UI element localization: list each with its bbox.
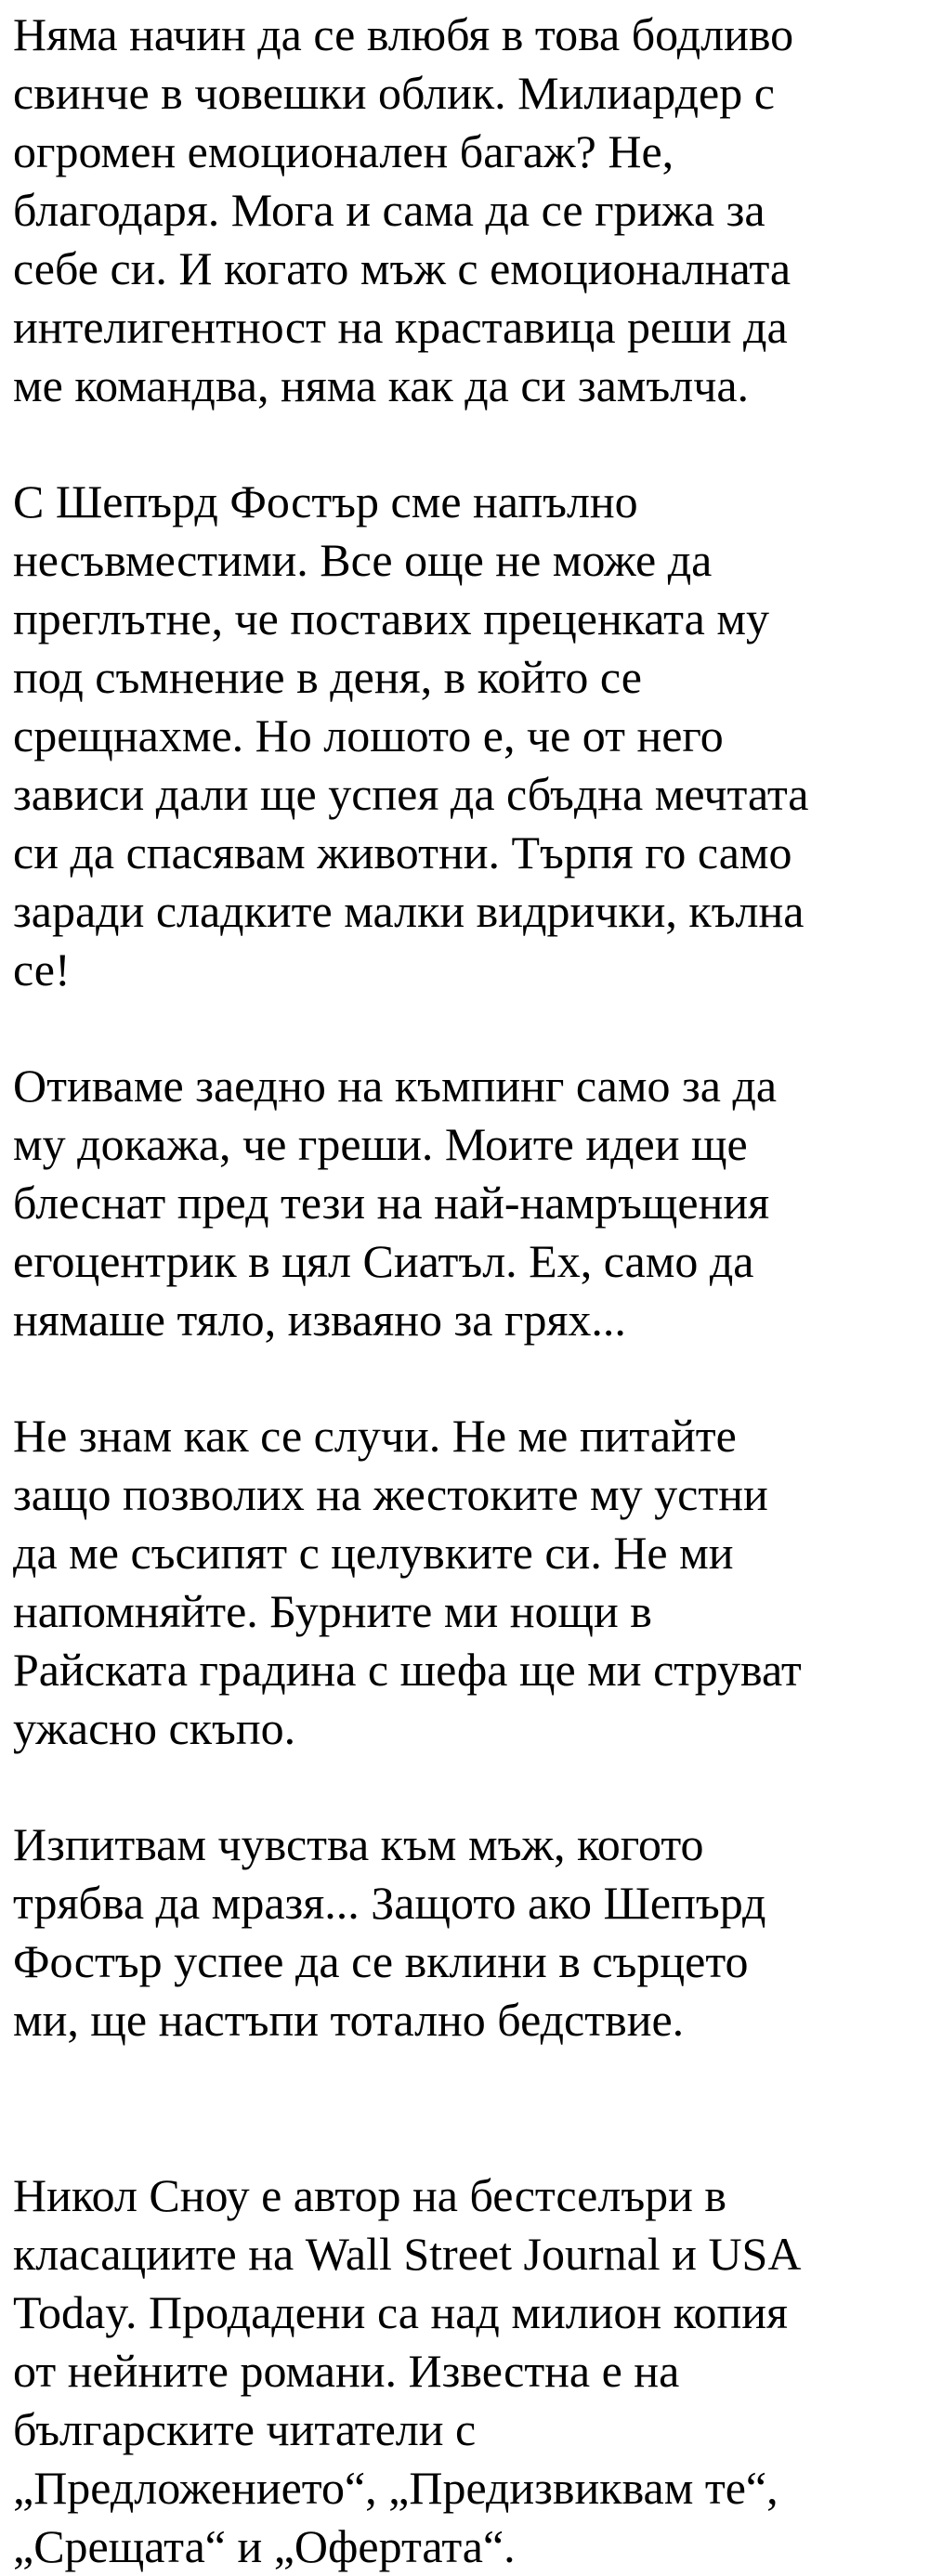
paragraph-spacer (13, 415, 916, 473)
blurb-paragraph-1: Няма начин да се влюбя в това бодливо свинче в човешки облик. Милиардер с огромен емоционален багаж? Не, благодаря. Мога и сама да се грижа за себе си. И когато мъж с емоционалната интелигентност на краставица реши да ме командва, няма как да си замълча. (13, 8, 794, 411)
paragraph-spacer (13, 1349, 916, 1407)
blurb-paragraph-5: Изпитвам чувства към мъж, когото трябва да мразя... Защото ако Шепърд Фостър успее да се вклини в сърцето ми, ще настъпи тотално бедствие. (13, 1818, 766, 2046)
blurb-paragraph-3: Отиваме заедно на къмпинг само за да му докажа, че греши. Моите идеи ще блеснат пред тези на най-намръщения егоцентрик в цял Сиатъл. Ех, само да нямаше тяло, изваяно за грях... (13, 1060, 778, 1346)
section-spacer (13, 2049, 916, 2166)
author-bio: Никол Сноу е автор на бестселъри в класациите на Wall Street Journal и USA Today. Продадени са над милион копия от нейните романи. Известна е на българските читатели с „Предложението“, „Предизвиквам те“, „Срещата“ и „Офертата“. (13, 2169, 802, 2572)
blurb-paragraph-4: Не знам как се случи. Не ме питайте защо позволих на жестоките му устни да ме съсипят с целувките си. Не ми напомняйте. Бурните ми нощи в Райската градина с шефа ще ми струват ужасно скъпо. (13, 1410, 802, 1754)
paragraph-spacer (13, 999, 916, 1057)
paragraph-spacer (13, 1758, 916, 1815)
blurb-paragraph-2: С Шепърд Фостър сме напълно несъвместими. Все още не може да преглътне, че поставих преценката му под съмнение в деня, в който се срещнахме. Но лошото е, че от него зависи дали ще успея да сбъдна мечтата си да спасявам животни. Търпя го само заради сладките малки видрички, кълна се! (13, 475, 809, 995)
